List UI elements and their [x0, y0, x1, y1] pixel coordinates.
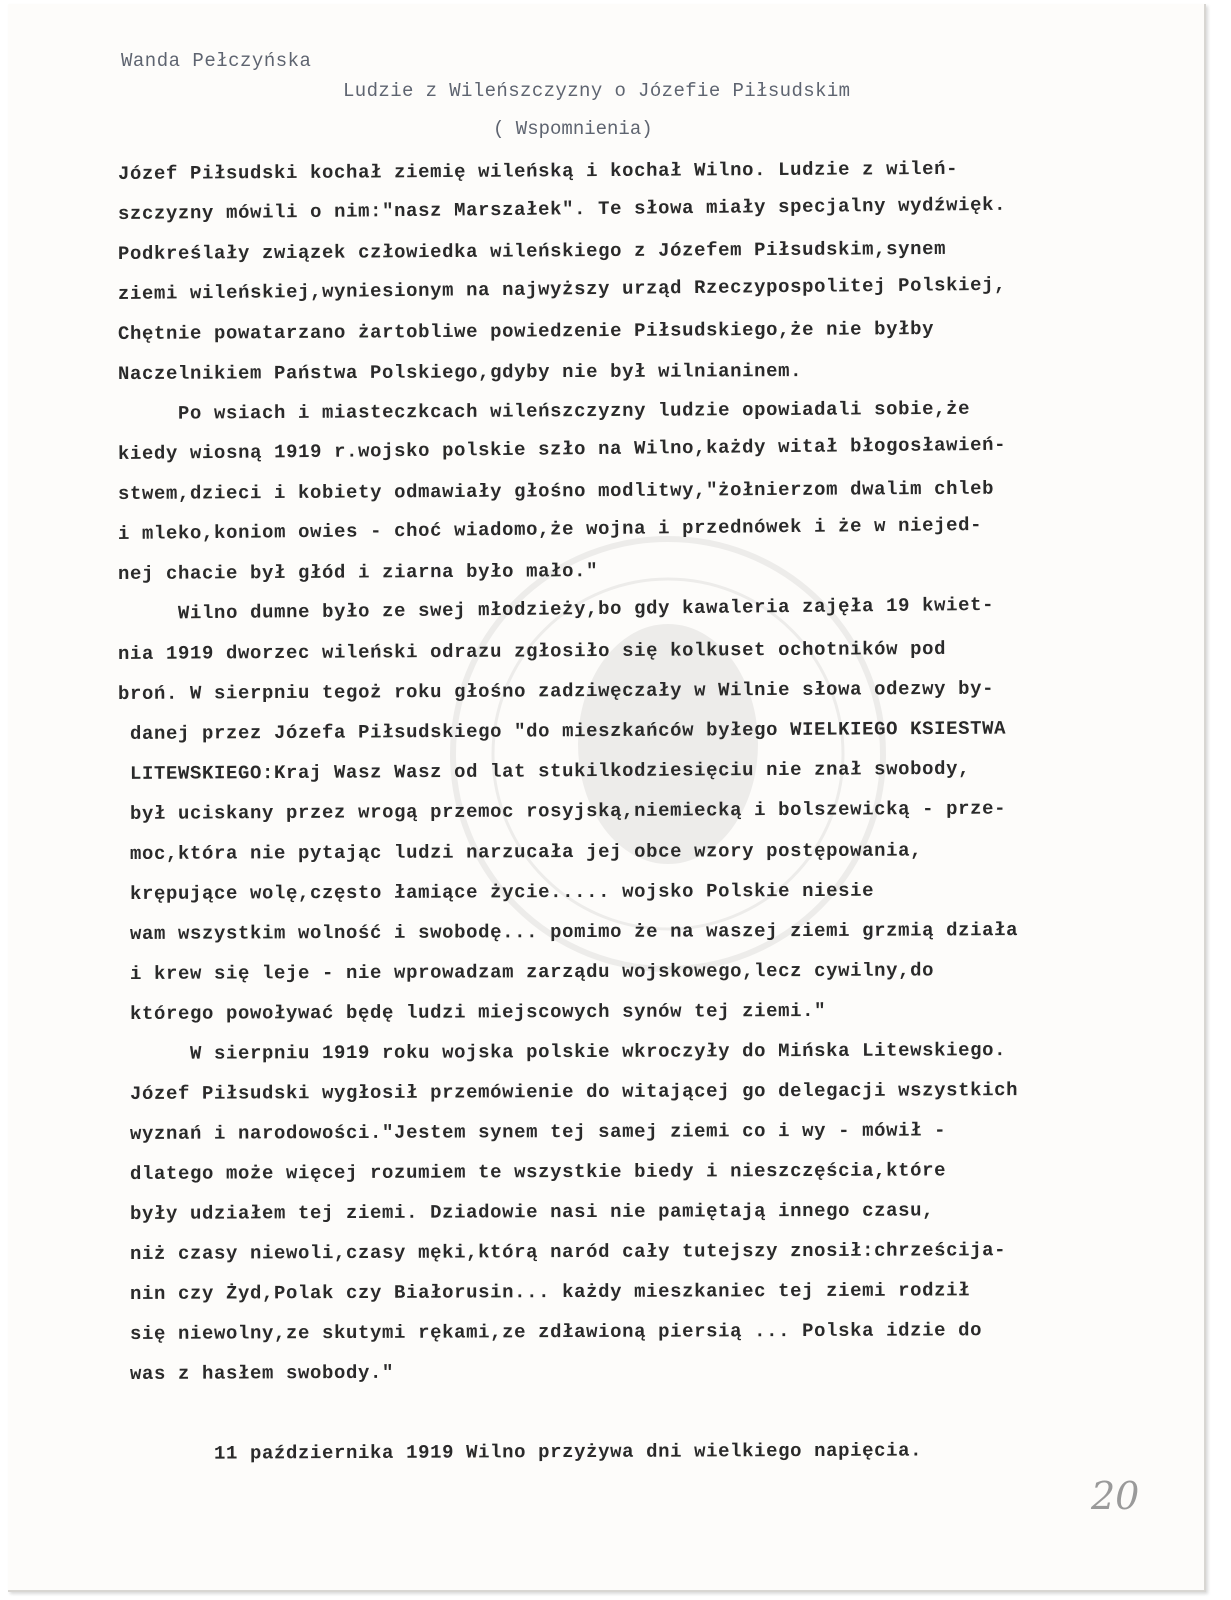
document-title: Ludzie z Wileńszczyzny o Józefie Piłsudskim: [343, 80, 851, 102]
handwritten-page-number: 20: [1091, 1474, 1140, 1518]
text-line: moc,która nie pytając ludzi narzucała jej obce wzory postępowania,: [117, 839, 923, 865]
document-subtitle: ( Wspomnienia): [493, 118, 653, 140]
text-line: was z hasłem swobody.": [117, 1361, 395, 1385]
text-line: Po wsiach i miasteczkcach wileńszczyzny ludzie opowiadali sobie,że: [117, 397, 971, 425]
text-line: dlatego może więcej rozumiem te wszystkie biedy i nieszczęścia,które: [117, 1159, 947, 1185]
text-line: Chętnie powatarzano żartobliwe powiedzenie Piłsudskiego,że nie byłby: [117, 318, 935, 345]
document-page: [8, 4, 1206, 1592]
text-line: szczyzny mówili o nim:"nasz Marszałek". Te słowa miały specjalny wydźwięk.: [117, 193, 1007, 225]
text-line: broń. W sierpniu tegoż roku głośno zadziwęczały w Wilnie słowa odezwy by-: [117, 677, 995, 705]
text-line: Józef Piłsudski wygłosił przemówienie do witającej go delegacji wszystkich: [117, 1079, 1019, 1105]
text-line: Podkreślały związek człowiedka wileńskiego z Józefem Piłsudskim,synem: [117, 237, 947, 265]
text-line: Naczelnikiem Państwa Polskiego,gdyby nie był wilnianinem.: [117, 360, 803, 385]
text-line: się niewolny,ze skutymi rękami,ze zdławioną piersią ... Polska idzie do: [117, 1319, 983, 1345]
typed-body-text: [118, 154, 1178, 1474]
text-line: nia 1919 dworzec wileński odrazu zgłosiło się kolkuset ochotników pod: [117, 637, 947, 665]
author-name: Wanda Pełczyńska: [121, 50, 312, 72]
text-line: którego powoływać będę ludzi miejscowych synów tej ziemi.": [117, 999, 827, 1025]
text-line: Józef Piłsudski kochał ziemię wileńską i kochał Wilno. Ludzie z wileń-: [117, 157, 959, 185]
text-line: LITEWSKIEGO:Kraj Wasz Wasz od lat stukilkodziesięciu nie znał swobody,: [117, 757, 971, 785]
text-line: wam wszystkim wolność i swobodę... pomimo że na waszej ziemi grzmią działa: [117, 919, 1019, 945]
text-line: był uciskany przez wrogą przemoc rosyjską,niemiecką i bolszewicką - prze-: [117, 797, 1007, 825]
text-line: i krew się leje - nie wprowadzam zarządu wojskowego,lecz cywilny,do: [117, 959, 935, 985]
text-line: [118, 1394, 1178, 1434]
text-line: 11 października 1919 Wilno przyżywa dni wielkiego napięcia.: [117, 1439, 923, 1465]
text-line: były udziałem tej ziemi. Dziadowie nasi nie pamiętają innego czasu,: [117, 1199, 935, 1225]
text-line: nej chacie był głód i ziarna było mało.": [117, 560, 599, 585]
text-line: wyznań i narodowości."Jestem synem tej samej ziemi co i wy - mówił -: [117, 1119, 947, 1145]
text-line: nin czy Żyd,Polak czy Białorusin... każdy mieszkaniec tej ziemi rodził: [117, 1279, 971, 1305]
text-line: W sierpniu 1919 roku wojska polskie wkroczyły do Mińska Litewskiego.: [117, 1039, 1007, 1065]
text-line: Wilno dumne było ze swej młodzieży,bo gdy kawaleria zajęła 19 kwiet-: [117, 593, 995, 625]
text-line: krępujące wolę,często łamiące życie..... wojsko Polskie niesie: [117, 879, 875, 905]
text-line: niż czasy niewoli,czasy męki,którą naród cały tutejszy znosił:chrześcija-: [117, 1239, 1007, 1265]
text-line: danej przez Józefa Piłsudskiego "do mieszkańców byłego WIELKIEGO KSIESTWA: [117, 717, 1007, 745]
text-line: stwem,dzieci i kobiety odmawiały głośno modlitwy,"żołnierzom dwalim chleb: [117, 477, 995, 505]
text-line: ziemi wileńskiej,wyniesionym na najwyższy urząd Rzeczypospolitej Polskiej,: [117, 273, 1007, 305]
text-line: kiedy wiosną 1919 r.wojsko polskie szło na Wilno,każdy witał błogosławień-: [117, 433, 1007, 465]
text-line: i mleko,koniom owies - choć wiadomo,że wojna i przednówek i że w niejed-: [117, 513, 983, 545]
